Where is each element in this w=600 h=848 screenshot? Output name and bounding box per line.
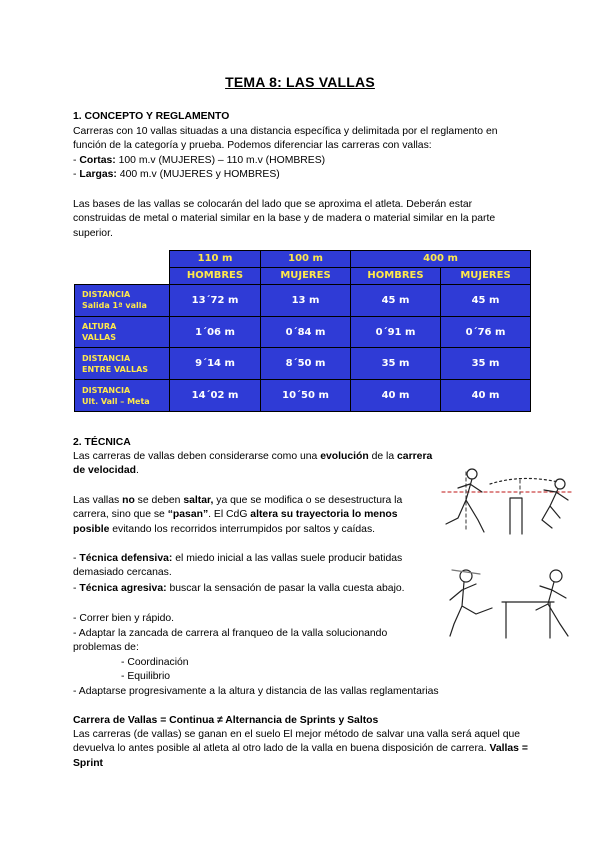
gender-header: HOMBRES [351, 267, 441, 284]
table-cell: 14´02 m [170, 380, 261, 412]
gender-header: MUJERES [261, 267, 351, 284]
row-label: DISTANCIA Ult. Vall – Meta [75, 380, 170, 412]
distance-header: 100 m [261, 251, 351, 268]
largas-label: Largas: [79, 169, 117, 180]
table-blank-cell [75, 267, 170, 284]
table-row-genders [75, 267, 531, 284]
table-cell: 8´50 m [261, 348, 351, 380]
hurdler-sketch-2 [432, 562, 582, 642]
cortas-label: Cortas: [79, 155, 116, 166]
bullet-adapt: - Adaptarse progresivamente a la altura y distancia de las vallas reglamentarias [73, 686, 439, 697]
velocity-paragraph: Las carreras de vallas deben considerarse como una evolución de la carrera de velocidad. [73, 451, 433, 477]
table-row [75, 284, 531, 316]
bullet-balance: - Equilibrio [121, 671, 171, 682]
table-row [75, 380, 531, 412]
distance-header: 110 m [170, 251, 261, 268]
table-cell: 9´14 m [170, 348, 261, 380]
table-cell: 40 m [351, 380, 441, 412]
section3-paragraph: Las carreras (de vallas) se ganan en el suelo El mejor método de salvar una valla será aquel que devuelva lo antes posible al atleta al otro lado de la valla en buena disposición de carrera. Vallas = Sprint [73, 729, 528, 769]
table-cell: 45 m [351, 284, 441, 316]
row-label: DISTANCIA Salida 1ª valla [75, 284, 170, 316]
distance-header: 400 m [351, 251, 531, 268]
hurdles-table [74, 250, 531, 412]
table-cell: 1´06 m [170, 316, 261, 348]
largas-text: 400 m.v (MUJERES y HOMBRES) [116, 169, 280, 180]
row-label: DISTANCIA ENTRE VALLAS [75, 348, 170, 380]
section3-heading: Carrera de Vallas = Continua ≠ Alternancia de Sprints y Saltos [73, 715, 379, 726]
table-cell: 40 m [441, 380, 531, 412]
table-cell: 13 m [261, 284, 351, 316]
cortas-text: 100 m.v (MUJERES) – 110 m.v (HOMBRES) [115, 155, 326, 166]
table-blank-cell [75, 251, 170, 268]
cortas-line: - Cortas: 100 m.v (MUJERES) – 110 m.v (HOMBRES) [73, 155, 326, 166]
table-cell: 35 m [351, 348, 441, 380]
table-cell: 0´84 m [261, 316, 351, 348]
table-cell: 0´91 m [351, 316, 441, 348]
hurdler-sketch-1 [432, 462, 582, 537]
largas-line: - Largas: 400 m.v (MUJERES y HOMBRES) [73, 169, 280, 180]
hurdles-paragraph: Las vallas no se deben saltar, ya que se modifica o se desestructura la carrera, sino que se “pasan”. El CdG altera su trayectoria lo menos posible evitando los recorridos interrumpidos por saltos y caídas. [73, 495, 403, 535]
bullet-run: - Correr bien y rápido. [73, 613, 175, 624]
bases-paragraph: Las bases de las vallas se colocarán del lado que se aproxima el atleta. Deberán estar construidas de metal o material similar en la base y de madera o material similar en la parte superior. [73, 199, 496, 239]
bullet-stride: - Adaptar la zancada de carrera al franqueo de la valla solucionando problemas de: [73, 628, 388, 654]
table-cell: 10´50 m [261, 380, 351, 412]
table-row-distances [75, 251, 531, 268]
section1-heading: 1. CONCEPTO Y REGLAMENTO [73, 111, 230, 122]
bullet-coordination: - Coordinación [121, 657, 189, 668]
table-row [75, 348, 531, 380]
table-cell: 45 m [441, 284, 531, 316]
table-cell: 35 m [441, 348, 531, 380]
gender-header: MUJERES [441, 267, 531, 284]
section2-heading: 2. TÉCNICA [73, 437, 131, 448]
defensive-technique: - Técnica defensiva: el miedo inicial a las vallas suele producir batidas demasiado cercanas. [73, 553, 403, 579]
table-cell: 0´76 m [441, 316, 531, 348]
table-cell: 13´72 m [170, 284, 261, 316]
section1-intro: Carreras con 10 vallas situadas a una distancia específica y delimitada por el reglamento en función de la categoría y prueba. Podemos diferenciar las carreras con vallas: [73, 126, 498, 152]
page-title: TEMA 8: LAS VALLAS [225, 74, 375, 90]
aggressive-technique: - Técnica agresiva: buscar la sensación de pasar la valla cuesta abajo. [73, 583, 405, 594]
gender-header: HOMBRES [170, 267, 261, 284]
table-row [75, 316, 531, 348]
row-label: ALTURA VALLAS [75, 316, 170, 348]
